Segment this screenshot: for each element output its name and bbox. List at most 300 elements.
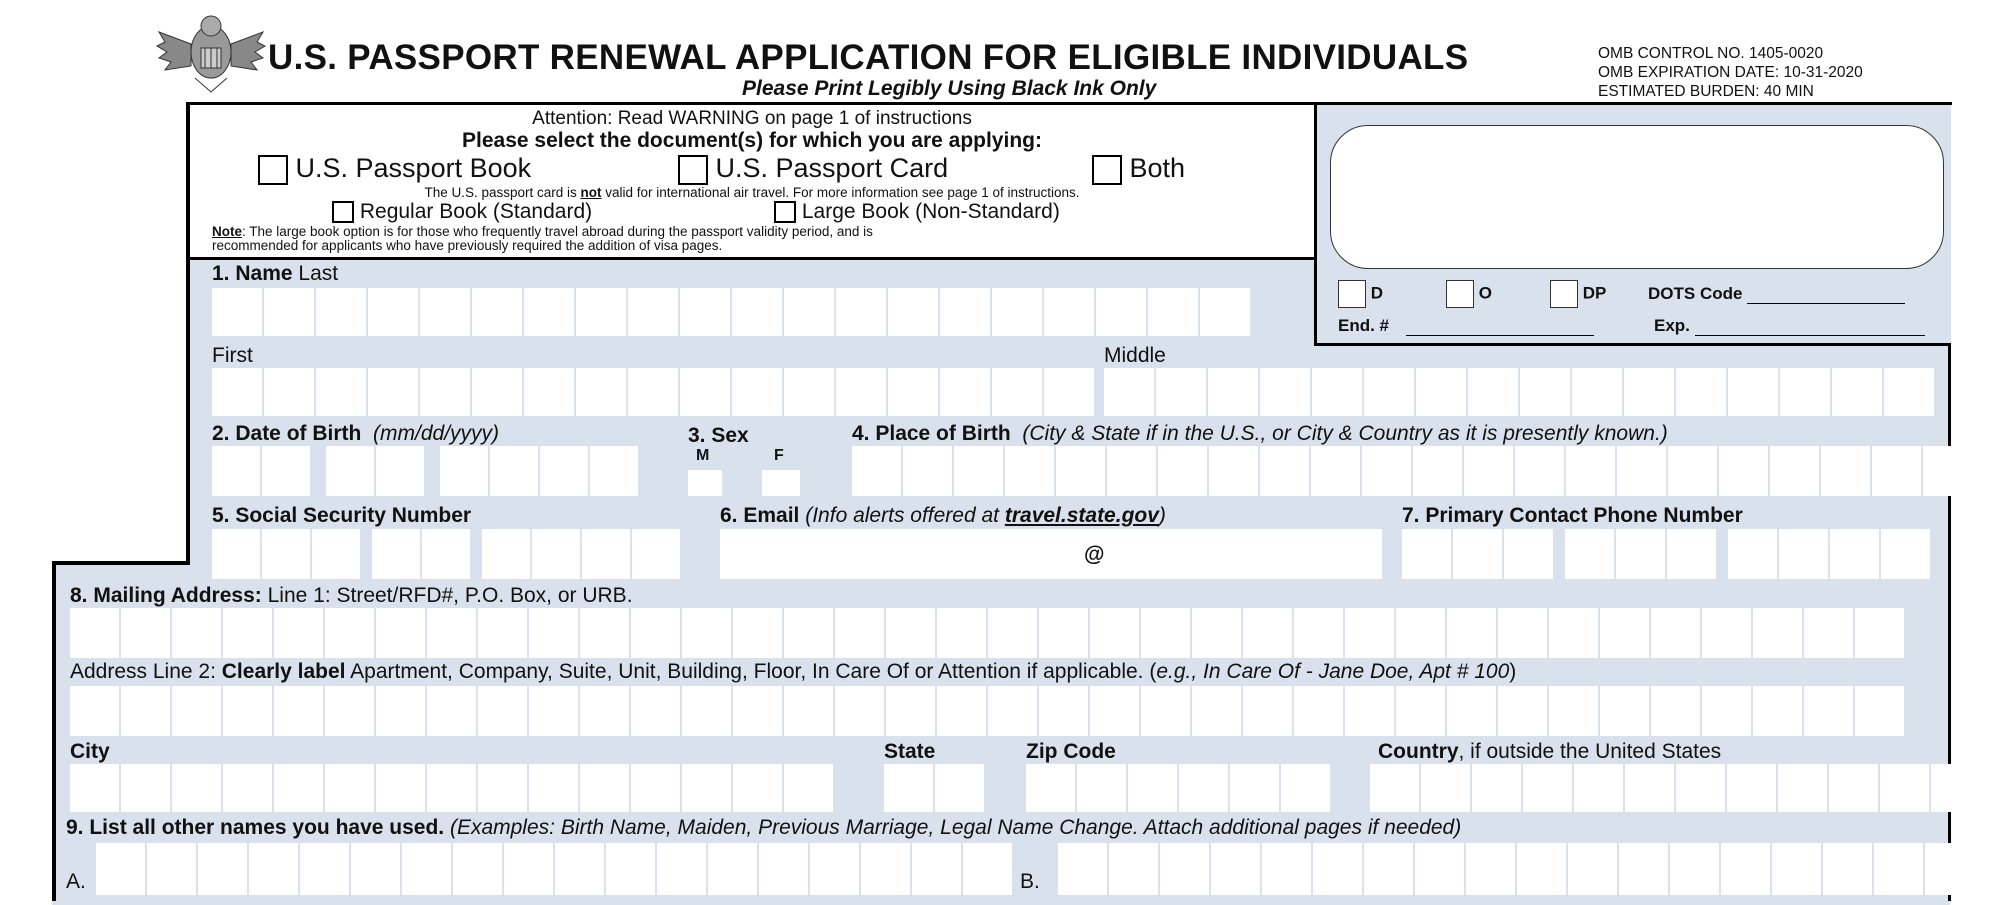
char-box[interactable] [590, 446, 638, 496]
char-box[interactable] [1243, 608, 1292, 658]
char-box[interactable] [1413, 446, 1462, 496]
passport-book-checkbox[interactable] [258, 155, 288, 185]
char-box[interactable] [223, 764, 272, 812]
char-box[interactable] [1039, 608, 1088, 658]
char-box[interactable] [121, 608, 170, 658]
char-box[interactable] [478, 608, 527, 658]
char-box[interactable] [1026, 764, 1075, 812]
ssn-boxes[interactable] [212, 529, 680, 579]
other-name-a-boxes[interactable] [96, 843, 1012, 895]
char-box[interactable] [1141, 686, 1190, 736]
char-box[interactable] [1005, 446, 1054, 496]
char-box[interactable] [212, 446, 260, 496]
dots-line[interactable] [1747, 303, 1905, 304]
char-box[interactable] [732, 368, 782, 416]
address-line2-boxes[interactable] [70, 686, 1904, 736]
char-box[interactable] [1778, 764, 1827, 812]
char-box[interactable] [628, 368, 678, 416]
first-name-boxes[interactable] [212, 368, 1094, 416]
char-box[interactable] [784, 686, 833, 736]
char-box[interactable] [121, 686, 170, 736]
char-box[interactable] [1770, 446, 1819, 496]
char-box[interactable] [1549, 608, 1598, 658]
char-box[interactable] [249, 843, 298, 895]
char-box[interactable] [835, 686, 884, 736]
char-box[interactable] [1464, 446, 1513, 496]
char-box[interactable] [1058, 843, 1107, 895]
char-box[interactable] [682, 764, 731, 812]
city-label: City [70, 740, 110, 763]
char-box[interactable] [810, 843, 859, 895]
char-box[interactable] [784, 368, 834, 416]
char-box[interactable] [1651, 686, 1700, 736]
char-box[interactable] [70, 686, 119, 736]
char-box[interactable] [121, 764, 170, 812]
large-book-note [212, 225, 873, 253]
state-boxes[interactable] [884, 764, 984, 812]
other-name-b-boxes[interactable] [1058, 843, 1974, 895]
char-box[interactable] [1565, 529, 1614, 579]
char-box[interactable] [886, 608, 935, 658]
char-box[interactable] [784, 288, 834, 336]
char-box[interactable] [1668, 446, 1717, 496]
char-box[interactable] [1520, 368, 1570, 416]
char-box[interactable] [402, 843, 451, 895]
char-box[interactable] [420, 288, 470, 336]
char-box[interactable] [576, 288, 626, 336]
char-box[interactable] [96, 843, 145, 895]
char-box[interactable] [1160, 843, 1209, 895]
char-box[interactable] [1179, 764, 1228, 812]
f1-num: 1. [212, 262, 230, 285]
char-box[interactable] [580, 686, 629, 736]
char-box[interactable] [312, 529, 360, 579]
char-box[interactable] [1925, 843, 1974, 895]
char-box[interactable] [1779, 529, 1828, 579]
char-box[interactable] [1208, 368, 1258, 416]
f2-label: 2. Date of Birth [212, 422, 362, 445]
char-box[interactable] [316, 368, 366, 416]
char-box[interactable] [1702, 686, 1751, 736]
char-box[interactable] [1676, 368, 1726, 416]
char-box[interactable] [422, 529, 470, 579]
char-box[interactable] [262, 529, 310, 579]
char-box[interactable] [264, 368, 314, 416]
char-box[interactable] [326, 446, 374, 496]
zip-boxes[interactable] [1026, 764, 1330, 812]
char-box[interactable] [147, 843, 196, 895]
char-box[interactable] [504, 843, 553, 895]
d-checkbox[interactable] [1338, 280, 1366, 308]
office-d[interactable] [1338, 280, 1383, 308]
char-box[interactable] [223, 608, 272, 658]
char-box[interactable] [1515, 446, 1564, 496]
char-box[interactable] [1651, 608, 1700, 658]
char-box[interactable] [680, 288, 730, 336]
char-box[interactable] [325, 608, 374, 658]
char-box[interactable] [1453, 529, 1502, 579]
option-book[interactable] [258, 153, 531, 185]
char-box[interactable] [420, 368, 470, 416]
f1-name: Name [235, 262, 293, 285]
char-box[interactable] [682, 608, 731, 658]
char-box[interactable] [198, 843, 247, 895]
char-box[interactable] [1624, 368, 1674, 416]
char-box[interactable] [478, 686, 527, 736]
char-box[interactable] [325, 764, 374, 812]
char-box[interactable] [836, 368, 886, 416]
form-subtitle: Please Print Legibly Using Black Ink Only [742, 77, 1157, 100]
char-box[interactable] [733, 764, 782, 812]
char-box[interactable] [1753, 686, 1802, 736]
char-box[interactable] [1294, 686, 1343, 736]
char-box[interactable] [1362, 446, 1411, 496]
char-box[interactable] [529, 764, 578, 812]
char-box[interactable] [427, 608, 476, 658]
char-box[interactable] [992, 288, 1042, 336]
char-box[interactable] [852, 446, 901, 496]
o-checkbox[interactable] [1446, 280, 1474, 308]
char-box[interactable] [1312, 368, 1362, 416]
char-box[interactable] [524, 368, 574, 416]
char-box[interactable] [172, 686, 221, 736]
char-box[interactable] [1192, 608, 1241, 658]
char-box[interactable] [1313, 843, 1362, 895]
passport-card-checkbox[interactable] [678, 155, 708, 185]
char-box[interactable] [912, 843, 961, 895]
char-box[interactable] [988, 608, 1037, 658]
large-book-checkbox[interactable] [774, 201, 796, 223]
char-box[interactable] [1096, 288, 1146, 336]
char-box[interactable] [784, 608, 833, 658]
char-box[interactable] [1517, 843, 1566, 895]
char-box[interactable] [478, 764, 527, 812]
char-box[interactable] [1923, 446, 1972, 496]
char-box[interactable] [1447, 686, 1496, 736]
char-box[interactable] [628, 288, 678, 336]
char-box[interactable] [1396, 608, 1445, 658]
city-boxes[interactable] [70, 764, 833, 812]
option-both[interactable] [1092, 153, 1185, 185]
char-box[interactable] [1880, 764, 1929, 812]
char-box[interactable] [368, 288, 418, 336]
char-box[interactable] [1311, 446, 1360, 496]
char-box[interactable] [1056, 446, 1105, 496]
end-line[interactable] [1406, 335, 1594, 336]
char-box[interactable] [490, 446, 538, 496]
email-input[interactable] [720, 529, 1382, 579]
char-box[interactable] [427, 764, 476, 812]
char-box[interactable] [580, 764, 629, 812]
char-box[interactable] [529, 608, 578, 658]
char-box[interactable] [1281, 764, 1330, 812]
char-box[interactable] [532, 529, 580, 579]
char-box[interactable] [1156, 368, 1206, 416]
field-4-label [852, 422, 1668, 446]
char-box[interactable] [1104, 368, 1154, 416]
char-box[interactable] [1498, 608, 1547, 658]
char-box[interactable] [1200, 288, 1250, 336]
char-box[interactable] [1148, 288, 1198, 336]
char-box[interactable] [1396, 686, 1445, 736]
char-box[interactable] [1617, 446, 1666, 496]
char-box[interactable] [988, 686, 1037, 736]
dob-boxes[interactable] [212, 446, 638, 496]
char-box[interactable] [682, 686, 731, 736]
char-box[interactable] [992, 368, 1042, 416]
exp[interactable] [1654, 316, 1925, 336]
char-box[interactable] [1600, 608, 1649, 658]
char-box[interactable] [325, 686, 374, 736]
sex-m-box[interactable] [688, 470, 722, 496]
char-box[interactable] [1881, 529, 1930, 579]
char-box[interactable] [1625, 764, 1674, 812]
char-box[interactable] [223, 686, 272, 736]
char-box[interactable] [1421, 764, 1470, 812]
char-box[interactable] [708, 843, 757, 895]
sex-f-box[interactable] [762, 470, 800, 496]
char-box[interactable] [376, 446, 424, 496]
char-box[interactable] [1855, 686, 1904, 736]
both-checkbox[interactable] [1092, 155, 1122, 185]
char-box[interactable] [1572, 368, 1622, 416]
card-note-pre: The U.S. passport card is [424, 185, 581, 200]
char-box[interactable] [1804, 686, 1853, 736]
char-box[interactable] [1044, 288, 1094, 336]
char-box[interactable] [940, 368, 990, 416]
char-box[interactable] [886, 686, 935, 736]
char-box[interactable] [1364, 368, 1414, 416]
char-box[interactable] [376, 764, 425, 812]
char-box[interactable] [784, 764, 833, 812]
char-box[interactable] [1209, 446, 1258, 496]
char-box[interactable] [368, 368, 418, 416]
char-box[interactable] [1780, 368, 1830, 416]
char-box[interactable] [1211, 843, 1260, 895]
char-box[interactable] [1574, 764, 1623, 812]
char-box[interactable] [316, 288, 366, 336]
char-box[interactable] [631, 686, 680, 736]
char-box[interactable] [70, 608, 119, 658]
char-box[interactable] [1370, 764, 1419, 812]
char-box[interactable] [1830, 529, 1879, 579]
office-dp[interactable] [1550, 280, 1606, 308]
char-box[interactable] [1855, 608, 1904, 658]
char-box[interactable] [274, 686, 323, 736]
exp-line[interactable] [1695, 335, 1925, 336]
char-box[interactable] [963, 843, 1012, 895]
char-box[interactable] [212, 368, 262, 416]
char-box[interactable] [903, 446, 952, 496]
char-box[interactable] [70, 764, 119, 812]
char-box[interactable] [1077, 764, 1126, 812]
dots-code[interactable] [1648, 284, 1905, 304]
char-box[interactable] [888, 288, 938, 336]
country-boxes[interactable] [1370, 764, 1980, 812]
char-box[interactable] [582, 529, 630, 579]
option-card[interactable] [678, 153, 948, 185]
char-box[interactable] [576, 368, 626, 416]
char-box[interactable] [351, 843, 400, 895]
char-box[interactable] [1243, 686, 1292, 736]
char-box[interactable] [836, 288, 886, 336]
char-box[interactable] [1616, 529, 1665, 579]
char-box[interactable] [1468, 368, 1518, 416]
char-box[interactable] [1107, 446, 1156, 496]
char-box[interactable] [1090, 608, 1139, 658]
char-box[interactable] [1262, 843, 1311, 895]
char-box[interactable] [1192, 686, 1241, 736]
char-box[interactable] [482, 529, 530, 579]
f4-hint: (City & State if in the U.S., or City & Country as it is presently known.) [1022, 422, 1668, 445]
sex-m-label: M [696, 447, 710, 464]
char-box[interactable] [274, 764, 323, 812]
char-box[interactable] [1931, 764, 1980, 812]
char-box[interactable] [264, 288, 314, 336]
char-box[interactable] [172, 764, 221, 812]
char-box[interactable] [1141, 608, 1190, 658]
char-box[interactable] [555, 843, 604, 895]
char-box[interactable] [733, 686, 782, 736]
field-9-label [66, 816, 1461, 840]
char-box[interactable] [1753, 608, 1802, 658]
char-box[interactable] [440, 446, 488, 496]
char-box[interactable] [1872, 446, 1921, 496]
f6-hint-post: ) [1158, 504, 1166, 527]
char-box[interactable] [1044, 368, 1094, 416]
char-box[interactable] [1447, 608, 1496, 658]
char-box[interactable] [1504, 529, 1553, 579]
char-box[interactable] [1566, 446, 1615, 496]
char-box[interactable] [1676, 764, 1725, 812]
char-box[interactable] [274, 608, 323, 658]
char-box[interactable] [940, 288, 990, 336]
char-box[interactable] [1832, 368, 1882, 416]
char-box[interactable] [1600, 686, 1649, 736]
char-box[interactable] [1039, 686, 1088, 736]
char-box[interactable] [1260, 368, 1310, 416]
char-box[interactable] [1549, 686, 1598, 736]
char-box[interactable] [1568, 843, 1617, 895]
char-box[interactable] [1829, 764, 1878, 812]
char-box[interactable] [733, 608, 782, 658]
char-box[interactable] [1667, 529, 1716, 579]
char-box[interactable] [1472, 764, 1521, 812]
char-box[interactable] [580, 608, 629, 658]
char-box[interactable] [631, 764, 680, 812]
place-of-birth-boxes[interactable] [852, 446, 1972, 496]
char-box[interactable] [262, 446, 310, 496]
char-box[interactable] [1874, 843, 1923, 895]
char-box[interactable] [212, 288, 262, 336]
regular-book-checkbox[interactable] [332, 201, 354, 223]
end-number[interactable] [1338, 316, 1594, 336]
last-name-boxes[interactable] [212, 288, 1250, 336]
char-box[interactable] [376, 686, 425, 736]
char-box[interactable] [1728, 529, 1777, 579]
char-box[interactable] [888, 368, 938, 416]
middle-name-boxes[interactable] [1104, 368, 1934, 416]
char-box[interactable] [935, 764, 984, 812]
char-box[interactable] [453, 843, 502, 895]
char-box[interactable] [884, 764, 933, 812]
char-box[interactable] [1260, 446, 1309, 496]
char-box[interactable] [1090, 686, 1139, 736]
char-box[interactable] [300, 843, 349, 895]
phone-boxes[interactable] [1402, 529, 1930, 579]
char-box[interactable] [472, 288, 522, 336]
char-box[interactable] [732, 288, 782, 336]
large-book-label: Large Book (Non-Standard) [801, 200, 1060, 223]
option-regular[interactable] [332, 200, 592, 224]
char-box[interactable] [1804, 608, 1853, 658]
dp-checkbox[interactable] [1550, 280, 1578, 308]
char-box[interactable] [1721, 843, 1770, 895]
line2-mid: Apartment, Company, Suite, Unit, Building, Floor, In Care Of or Attention if applicable. ( [345, 660, 1157, 683]
char-box[interactable] [606, 843, 655, 895]
char-box[interactable] [1498, 686, 1547, 736]
char-box[interactable] [1670, 843, 1719, 895]
char-box[interactable] [1884, 368, 1934, 416]
char-box[interactable] [427, 686, 476, 736]
char-box[interactable] [1294, 608, 1343, 658]
char-box[interactable] [1523, 764, 1572, 812]
char-box[interactable] [1416, 368, 1466, 416]
option-large[interactable] [774, 200, 1060, 224]
char-box[interactable] [1345, 686, 1394, 736]
address-line1-boxes[interactable] [70, 608, 1904, 658]
char-box[interactable] [1230, 764, 1279, 812]
char-box[interactable] [372, 529, 420, 579]
char-box[interactable] [1345, 608, 1394, 658]
char-box[interactable] [1466, 843, 1515, 895]
char-box[interactable] [632, 529, 680, 579]
char-box[interactable] [1402, 529, 1451, 579]
char-box[interactable] [1823, 843, 1872, 895]
char-box[interactable] [1728, 368, 1778, 416]
char-box[interactable] [631, 608, 680, 658]
office-o[interactable] [1446, 280, 1492, 308]
char-box[interactable] [1719, 446, 1768, 496]
char-box[interactable] [1158, 446, 1207, 496]
char-box[interactable] [212, 529, 260, 579]
char-box[interactable] [835, 608, 884, 658]
char-box[interactable] [1702, 608, 1751, 658]
char-box[interactable] [861, 843, 910, 895]
char-box[interactable] [472, 368, 522, 416]
char-box[interactable] [1821, 446, 1870, 496]
char-box[interactable] [1128, 764, 1177, 812]
char-box[interactable] [937, 608, 986, 658]
char-box[interactable] [954, 446, 1003, 496]
char-box[interactable] [759, 843, 808, 895]
char-box[interactable] [524, 288, 574, 336]
char-box[interactable] [1772, 843, 1821, 895]
travel-state-gov-link[interactable]: travel.state.gov [1004, 504, 1159, 527]
char-box[interactable] [1727, 764, 1776, 812]
char-box[interactable] [657, 843, 706, 895]
char-box[interactable] [1109, 843, 1158, 895]
char-box[interactable] [376, 608, 425, 658]
char-box[interactable] [1619, 843, 1668, 895]
char-box[interactable] [172, 608, 221, 658]
char-box[interactable] [937, 686, 986, 736]
char-box[interactable] [540, 446, 588, 496]
char-box[interactable] [680, 368, 730, 416]
char-box[interactable] [529, 686, 578, 736]
char-box[interactable] [1364, 843, 1413, 895]
char-box[interactable] [1415, 843, 1464, 895]
